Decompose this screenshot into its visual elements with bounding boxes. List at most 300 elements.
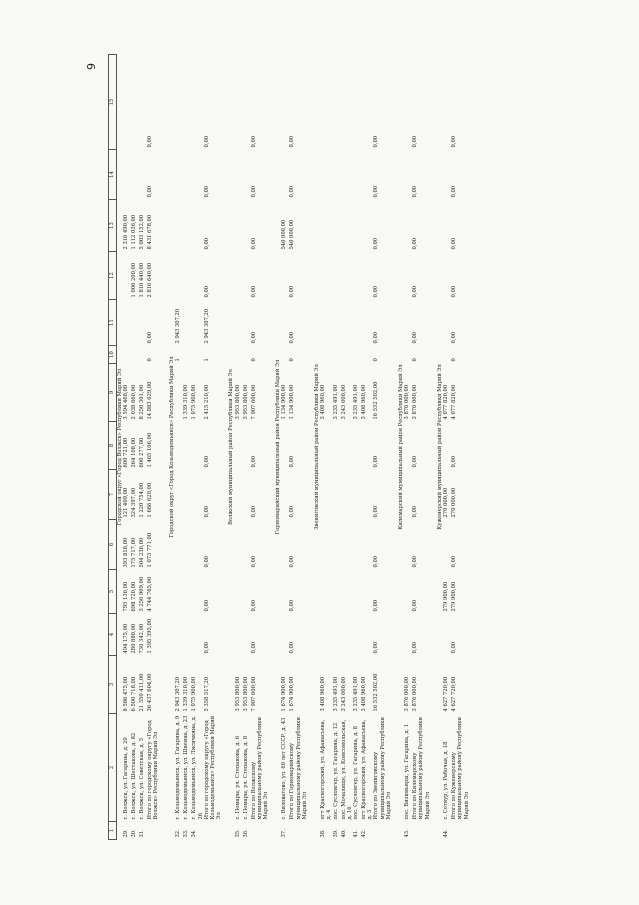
address-cell: Итого по Куженерскому муниципальному району Республики Марий Эл [451, 717, 470, 820]
table-cell [333, 200, 341, 252]
table-cell [333, 470, 341, 520]
table-body [117, 55, 476, 840]
table-cell: 121 409,00 [123, 487, 130, 518]
table-cell [443, 150, 451, 200]
table-cell: 0,00 [373, 285, 380, 298]
table-cell: 2 316 490,00 [123, 214, 130, 250]
table-row [353, 55, 361, 840]
table-cell: 0,00 [451, 331, 458, 344]
table-cell [191, 470, 203, 520]
table-cell [191, 200, 203, 252]
table-cell: 0,00 [373, 555, 380, 568]
address-cell: Итого по Звениговскому муниципальному району Республики Марий Эл [373, 717, 392, 820]
address-cell: г. Козьмодемьянск, ул. Гагарина, д. 9 [175, 715, 182, 820]
table-cell [443, 346, 451, 364]
table-row [320, 55, 332, 840]
address-cell: пос. Суслонгер, ул. Гагарина, д. 12 [332, 722, 339, 820]
table-cell: 0,00 [373, 135, 380, 148]
table-cell [361, 470, 373, 520]
table-cell [235, 346, 243, 364]
table-cell: 4 627 720,00 [451, 676, 458, 712]
table-cell: 3 953 800,00 [234, 676, 241, 712]
table-cell [361, 614, 373, 656]
table-cell [320, 614, 332, 656]
table-row [281, 55, 289, 840]
table-cell [373, 822, 392, 840]
table-cell [235, 200, 243, 252]
table-cell: 39. [332, 829, 339, 838]
table-row [341, 55, 353, 840]
table-cell [204, 822, 223, 840]
table-cell [191, 55, 203, 150]
table-cell: 0,00 [412, 599, 419, 612]
table-cell: 1 674 900,00 [281, 676, 288, 712]
table-cell [183, 570, 191, 614]
table-cell [341, 55, 353, 150]
table-cell: 7 907 600,00 [250, 676, 257, 712]
section-title: Городской округ «Город Козьмодемьянск» Республики Марий Эл [169, 356, 176, 538]
table-cell [183, 346, 191, 364]
table-cell: 0,00 [250, 185, 257, 198]
table-cell: 698 720,00 [131, 581, 138, 612]
table-cell [361, 252, 373, 300]
table-cell [191, 252, 203, 300]
table-cell [175, 614, 183, 656]
table-cell [320, 346, 332, 364]
table-cell [353, 470, 361, 520]
table-cell: 41. [353, 829, 360, 838]
table-cell: 0,00 [373, 505, 380, 518]
table-cell: 0,00 [250, 455, 257, 468]
table-cell [243, 346, 251, 364]
table-cell [139, 150, 147, 200]
table-cell [235, 422, 243, 470]
table-cell: 0,00 [412, 237, 419, 250]
table-cell [404, 520, 412, 570]
table-cell [361, 200, 373, 252]
table-cell [443, 200, 451, 252]
table-cell: 40. [340, 829, 347, 838]
table-cell [281, 346, 289, 364]
table-cell [191, 614, 203, 656]
table-cell [353, 200, 361, 252]
column-header: 5 [109, 570, 117, 614]
table-cell: 0,00 [250, 331, 257, 344]
table-cell: 3 953 800,00 [242, 676, 249, 712]
table-cell: 1 073 771,00 [147, 532, 154, 568]
table-cell [243, 300, 251, 346]
table-cell: 0,00 [289, 331, 296, 344]
address-cell: Итого по городскому округу «Город Волжск» Республики Марий Эл [147, 720, 160, 820]
table-cell [361, 570, 373, 614]
table-cell [281, 252, 289, 300]
table-cell: 3 408 960,00 [320, 676, 327, 712]
table-cell: 36. [242, 829, 249, 838]
table-cell [361, 300, 373, 346]
table-cell [404, 252, 412, 300]
table-cell: 35. [234, 829, 241, 838]
table-cell [353, 346, 361, 364]
table-cell [361, 150, 373, 200]
address-cell: с. Помары, ул. Степанова, д. 6 [234, 735, 241, 820]
table-cell: 3 235 491,00 [353, 676, 360, 712]
table-cell [361, 520, 373, 570]
table-cell [123, 252, 131, 300]
table-cell [175, 55, 183, 150]
table-cell: 5 003 152,00 [139, 214, 146, 250]
section-title: Городской округ «Город Волжск» Республики Марий Эл [117, 368, 123, 526]
table-cell: 2 415 210,00 [203, 384, 210, 420]
total-row [251, 55, 270, 840]
table-row [235, 55, 243, 840]
table-cell [183, 150, 191, 200]
total-row [204, 55, 223, 840]
table-cell: 0,00 [412, 641, 419, 654]
table-cell [281, 614, 289, 656]
table-cell: 1 339 310,00 [183, 676, 190, 712]
table-cell: 3 876 000,00 [412, 676, 419, 712]
table-cell [404, 422, 412, 470]
table-cell: 600 277,00 [139, 437, 146, 468]
table-cell [243, 252, 251, 300]
table-cell: 1 075 900,00 [191, 676, 198, 712]
table-cell: 14 883 029,00 [147, 381, 154, 420]
table-cell [333, 570, 341, 614]
table-cell: 0 [147, 358, 154, 362]
table-cell: 3 235 491,00 [353, 384, 360, 420]
section-title: Куженерский муниципальный район Республики Марий Эл [436, 364, 443, 530]
table-cell [353, 570, 361, 614]
table-cell [235, 252, 243, 300]
table-cell [191, 422, 203, 470]
table-cell: 0,00 [412, 505, 419, 518]
table-cell [175, 364, 183, 422]
table-cell [320, 200, 332, 252]
table-cell [320, 252, 332, 300]
table-cell [175, 252, 183, 300]
table-row [443, 55, 451, 840]
table-cell: 33. [183, 829, 190, 838]
table-cell [353, 150, 361, 200]
table-row [139, 55, 147, 840]
table-cell: 494 175,00 [123, 623, 130, 654]
table-cell: 3 235 491,00 [332, 676, 339, 712]
table-cell [281, 55, 289, 150]
table-cell [353, 614, 361, 656]
table-cell: 4 077 820,00 [443, 384, 450, 420]
table-cell: 0,00 [412, 455, 419, 468]
table-cell: 3 876 000,00 [404, 384, 411, 420]
table-cell: 0,00 [147, 135, 154, 148]
table-cell [361, 346, 373, 364]
table-cell: 1 220 754,00 [139, 482, 146, 518]
table-cell [443, 300, 451, 346]
page-number: 9 [85, 63, 98, 70]
table-cell: 1 112 036,00 [131, 214, 138, 250]
table-cell [175, 570, 183, 614]
table-cell: 795 136,00 [123, 581, 130, 612]
table-cell [341, 520, 353, 570]
table-cell: 37. [281, 829, 288, 838]
table-cell: 504 236,00 [139, 537, 146, 568]
table-cell [333, 150, 341, 200]
address-cell: Итого по городскому округу «Город Козьмодемьянск» Республики Марий Эл [203, 715, 223, 820]
section-title: Килемарский муниципальный район Республики Марий Эл [398, 364, 405, 530]
table-cell: 30. [131, 829, 138, 838]
table-cell [333, 422, 341, 470]
table-cell [183, 422, 191, 470]
table-cell [235, 300, 243, 346]
table-cell [341, 570, 353, 614]
table-cell: 0,00 [373, 641, 380, 654]
table-cell: 3 876 000,00 [404, 676, 411, 712]
table-cell [175, 422, 183, 470]
table-cell: 0,00 [203, 505, 210, 518]
table-cell: 2 816 640,00 [147, 262, 154, 298]
table-cell [243, 520, 251, 570]
column-header: 8 [109, 422, 117, 470]
address-cell: с. Виловатово, ул. 60 лет СССР, д. 43 [281, 717, 288, 820]
table-cell: 6 500 718,00 [131, 676, 138, 712]
table-cell [341, 200, 353, 252]
table-cell [443, 422, 451, 470]
table-cell [281, 300, 289, 346]
address-cell: пос. Суслонгер, ул. Гагарина, д. 8 [353, 726, 360, 820]
table-cell: 270 000,00 [451, 487, 458, 518]
table-cell: 1 [175, 358, 182, 362]
table-cell: 0,00 [412, 555, 419, 568]
table-cell: 1 075 900,00 [191, 384, 198, 420]
table-cell: 1 465 106,00 [147, 432, 154, 468]
table-cell: 3 243 600,00 [340, 676, 347, 712]
table-cell: 0,00 [203, 599, 210, 612]
table-row [361, 55, 373, 840]
table-cell [341, 300, 353, 346]
total-row [289, 55, 308, 840]
column-header: 1 [109, 822, 117, 840]
table-cell [289, 822, 308, 840]
table-cell: 3 408 960,00 [361, 676, 368, 712]
table-cell [320, 150, 332, 200]
table-cell: 1 810 440,00 [139, 262, 146, 298]
total-row [451, 55, 470, 840]
table-cell: 0,00 [373, 331, 380, 344]
table-cell [183, 252, 191, 300]
table-cell: 0,00 [250, 237, 257, 250]
table-cell [404, 55, 412, 150]
table-cell [131, 150, 139, 200]
table-cell [281, 570, 289, 614]
table-cell: 0,00 [250, 599, 257, 612]
table-cell: 324 397,00 [131, 487, 138, 518]
table-cell: 3 953 800,00 [234, 384, 241, 420]
column-header: 2 [109, 714, 117, 822]
column-header: 13 [109, 200, 117, 252]
column-header: 9 [109, 364, 117, 422]
table-cell: 0,00 [412, 135, 419, 148]
table-row [131, 55, 139, 840]
table-cell [341, 470, 353, 520]
table-cell: 4 077 820,00 [451, 384, 458, 420]
table-cell [191, 570, 203, 614]
table-cell: 8 431 678,00 [147, 214, 154, 250]
column-header: 15 [109, 55, 117, 150]
table-cell: 0,00 [289, 135, 296, 148]
table-cell: 2 943 307,20 [175, 308, 182, 344]
table-cell: 540 000,00 [289, 219, 296, 250]
table-cell [353, 252, 361, 300]
table-cell [183, 520, 191, 570]
table-row [404, 55, 412, 840]
section-title: Звениговский муниципальный район Республики Марий Эл [314, 364, 321, 530]
table-cell [443, 252, 451, 300]
table-cell: 0,00 [373, 599, 380, 612]
table-cell [191, 300, 203, 346]
table-cell: 2 038 660,00 [131, 384, 138, 420]
address-cell: пос. Мочалище, ул. Комсомольская, д. 16 [340, 719, 353, 820]
table-cell: 0,00 [289, 285, 296, 298]
table-cell: 0,00 [451, 185, 458, 198]
table-cell: 1 666 620,00 [147, 482, 154, 518]
table-cell [333, 520, 341, 570]
table-cell: 730 342,00 [139, 623, 146, 654]
table-cell [235, 570, 243, 614]
table-cell [412, 822, 431, 840]
table-cell [281, 520, 289, 570]
table-cell: 0,00 [250, 505, 257, 518]
table-cell [451, 822, 470, 840]
table-cell: 21 350 411,00 [139, 673, 146, 712]
table-cell [333, 55, 341, 150]
table-row [243, 55, 251, 840]
table-cell: 29. [123, 829, 130, 838]
table-cell [333, 346, 341, 364]
table-cell [333, 300, 341, 346]
table-cell [243, 570, 251, 614]
table-cell: 0,00 [203, 555, 210, 568]
table-cell [251, 822, 270, 840]
data-table [108, 54, 476, 840]
table-cell: 1 134 900,00 [289, 384, 296, 420]
table-cell [281, 422, 289, 470]
table-cell [320, 55, 332, 150]
table-cell: 0,00 [289, 555, 296, 568]
table-row [175, 55, 183, 840]
table-cell [341, 252, 353, 300]
address-cell: пос. Визимьяры, ул. Гагарина, д. 1 [404, 723, 411, 820]
address-cell: г. Козьмодемьянск, ул. Лисичкина, д. 26 [191, 715, 204, 820]
table-cell [320, 300, 332, 346]
table-cell: 3 250 909,00 [139, 576, 146, 612]
table-row [123, 55, 131, 840]
table-cell: 0,00 [412, 285, 419, 298]
table-cell: 0,00 [203, 641, 210, 654]
total-row [412, 55, 431, 840]
table-cell [191, 150, 203, 200]
table-cell [443, 614, 451, 656]
table-cell: 1 339 310,00 [183, 384, 190, 420]
table-cell: 2 943 307,20 [203, 308, 210, 344]
table-cell [243, 614, 251, 656]
table-cell: 0 [373, 358, 380, 362]
table-cell: 36 437 604,00 [147, 673, 154, 712]
section-title-row [117, 55, 124, 840]
table-cell: 1 674 900,00 [289, 676, 296, 712]
table-cell: 0 [289, 358, 296, 362]
column-header: 6 [109, 520, 117, 570]
address-cell: Итого по Волжскому муниципальному району Республики Марий Эл [250, 717, 270, 820]
table-cell [139, 300, 147, 346]
table-cell [404, 150, 412, 200]
table-cell: 0,00 [289, 505, 296, 518]
table-cell: 0,00 [147, 185, 154, 198]
table-cell: 42. [361, 829, 368, 838]
table-cell [175, 150, 183, 200]
table-cell: 8 250 301,00 [139, 384, 146, 420]
table-cell: 3 408 960,00 [320, 384, 327, 420]
table-cell: 0,00 [203, 135, 210, 148]
table-cell [183, 470, 191, 520]
table-cell: 393 818,00 [123, 537, 130, 568]
table-cell [139, 55, 147, 150]
table-cell: 1 134 900,00 [281, 384, 288, 420]
table-cell: 0 [451, 358, 458, 362]
table-cell: 0,00 [451, 555, 458, 568]
table-cell [235, 614, 243, 656]
address-cell: Итого по Горномарийскому муниципальному району Республики Марий Эл [289, 717, 308, 820]
table-cell [281, 470, 289, 520]
table-cell [243, 470, 251, 520]
table-cell: 3 243 600,00 [340, 384, 347, 420]
table-cell: 4 627 720,00 [443, 676, 450, 712]
table-cell: 540 000,00 [281, 219, 288, 250]
address-cell: пгт Красногорский, ул. Афанасьева, д. 4 [320, 719, 333, 820]
table-cell [175, 200, 183, 252]
table-row [333, 55, 341, 840]
table-cell: 0,00 [250, 641, 257, 654]
table-cell [131, 346, 139, 364]
table-cell: 0,00 [289, 599, 296, 612]
table-cell: 279 900,00 [443, 581, 450, 612]
table-cell: 7 907 600,00 [250, 384, 257, 420]
column-header: 4 [109, 614, 117, 656]
table-cell [175, 520, 183, 570]
table-cell: 0,00 [373, 455, 380, 468]
table-cell [243, 200, 251, 252]
table-cell [404, 200, 412, 252]
table-cell: 3 953 800,00 [242, 384, 249, 420]
table-cell [123, 55, 131, 150]
column-header: 7 [109, 470, 117, 520]
table-cell: 0,00 [147, 331, 154, 344]
table-cell [123, 346, 131, 364]
table-cell: 175 717,00 [131, 537, 138, 568]
table-cell [361, 422, 373, 470]
table-cell: 3 594 468,00 [123, 384, 130, 420]
table-cell [341, 422, 353, 470]
total-row [147, 55, 163, 840]
table-cell [191, 520, 203, 570]
address-cell: пгт Красногорский, ул. Афанасьева, д. 3 [361, 719, 374, 820]
table-cell: 0 [412, 358, 419, 362]
table-cell: 0,00 [451, 237, 458, 250]
table-cell [131, 300, 139, 346]
table-cell [243, 150, 251, 200]
table-cell: 0,00 [373, 237, 380, 250]
table-cell: 264 108,00 [131, 437, 138, 468]
table-cell: 31. [139, 829, 146, 838]
column-header: 12 [109, 252, 117, 300]
